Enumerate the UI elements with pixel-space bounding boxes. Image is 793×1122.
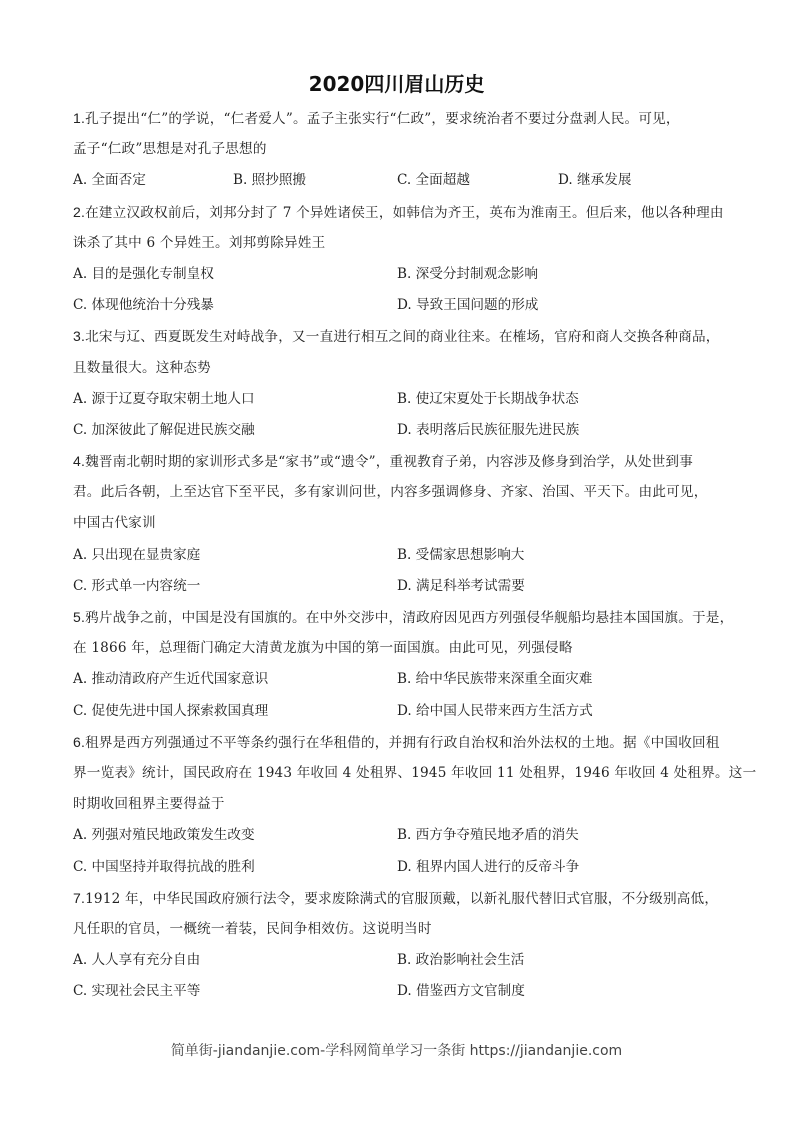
question-stem-text: 在 1866 年，总理衙门确定大清黄龙旗为中国的第一面国旗。由此可见，列强侵略 [73, 640, 573, 657]
question-number: 7. [73, 889, 86, 906]
question-stem-text: 孟子“仁政”思想是对孔子思想的 [73, 141, 267, 158]
option-b[interactable]: B. 使辽宋夏处于长期战争状态 [397, 390, 579, 407]
question-number: 3. [73, 328, 86, 345]
question-stem-text: 且数量很大。这种态势 [73, 359, 211, 376]
question-stem-text: 租界是西方列强通过不平等条约强行在华租借的，并拥有行政自治权和治外法权的土地。据《中国收回租 [85, 734, 720, 751]
question-stem-text: 魏晋南北朝时期的家训形式多是“家书”或“遗令”，重视教育子弟，内容涉及修身到治学，从处世到事 [85, 454, 694, 471]
question-stem-line [73, 883, 728, 914]
option-b[interactable]: B. 西方争夺殖民地矛盾的消失 [397, 827, 579, 844]
options-row [73, 384, 728, 415]
question-stem-text: 北宋与辽、西夏既发生对峙战争，又一直进行相互之间的商业往来。在榷场，官府和商人交换各种商品， [85, 329, 720, 346]
page-title: 2020四川眉山历史 [308, 72, 485, 96]
question-1 [73, 103, 728, 197]
options-row [73, 415, 728, 446]
question-stem-text: 时期收回租界主要得益于 [73, 796, 225, 813]
option-a[interactable]: A. 目的是强化专制皇权 [73, 265, 214, 282]
question-stem-line [73, 477, 728, 508]
question-stem-line [73, 602, 734, 633]
option-c[interactable]: C. 加深彼此了解促进民族交融 [73, 421, 255, 438]
options-row [73, 259, 728, 290]
option-b[interactable]: B. 受儒家思想影响大 [397, 546, 525, 563]
question-stem-line [73, 758, 757, 789]
option-c[interactable]: C. 实现社会民主平等 [73, 983, 201, 1000]
option-d[interactable]: D. 导致王国问题的形成 [397, 297, 539, 314]
option-c[interactable]: C. 促使先进中国人探索救国真理 [73, 702, 269, 719]
option-b[interactable]: B. 深受分封制观念影响 [397, 265, 538, 282]
question-stem-text: 诛杀了其中 6 个异姓王。刘邦剪除异姓王 [73, 234, 326, 251]
option-c[interactable]: C. 体现他统治十分残暴 [73, 297, 214, 314]
option-a[interactable]: A. 全面否定 [73, 172, 146, 189]
question-3 [73, 321, 728, 446]
question-stem-text: 君。此后各朝，上至达官下至平民，多有家训问世，内容多强调修身、齐家、治国、平天下。由此可见， [73, 484, 708, 501]
question-stem-line [73, 197, 728, 228]
option-a[interactable]: A. 推动清政府产生近代国家意识 [73, 671, 269, 688]
options-row [73, 945, 728, 976]
option-a[interactable]: A. 人人享有充分自由 [73, 952, 201, 969]
question-stem-text: 鸦片战争之前，中国是没有国旗的。在中外交涉中，清政府因见西方列强侵华舰船均悬挂本国国旗。于是， [85, 610, 734, 626]
option-c[interactable]: C. 全面超越 [397, 172, 470, 189]
question-stem-line [73, 727, 728, 758]
question-stem-text: 在建立汉政权前后，刘邦分封了 7 个异姓诸侯王，如韩信为齐王，英布为淮南王。但后来，他以各种理由 [85, 204, 724, 221]
question-stem-line [73, 228, 728, 259]
option-d[interactable]: D. 满足科举考试需要 [397, 577, 525, 594]
option-d[interactable]: D. 继承发展 [558, 172, 632, 189]
question-list [73, 103, 757, 1007]
option-b[interactable]: B. 政治影响社会生活 [397, 952, 525, 969]
question-stem-text: 中国古代家训 [73, 515, 156, 532]
options-row [73, 696, 728, 727]
options-row [73, 664, 728, 695]
question-stem-line [73, 914, 728, 945]
option-c[interactable]: C. 形式单一内容统一 [73, 577, 201, 594]
question-stem-line [73, 103, 728, 134]
question-number: 1. [73, 110, 86, 126]
question-2 [73, 197, 728, 322]
question-stem-line [73, 353, 728, 384]
question-number: 2. [73, 203, 86, 220]
option-d[interactable]: D. 租界内国人进行的反帝斗争 [397, 858, 580, 875]
question-stem-text: 孔子提出“仁”的学说，“仁者爱人”。孟子主张实行“仁政”，要求统治者不要过分盘剥人民。可见， [85, 111, 680, 127]
option-a[interactable]: A. 列强对殖民地政策发生改变 [73, 827, 255, 844]
question-stem-line [73, 446, 728, 477]
option-a[interactable]: A. 只出现在显贵家庭 [73, 546, 201, 563]
question-number: 5. [73, 609, 86, 625]
option-d[interactable]: D. 给中国人民带来西方生活方式 [397, 702, 593, 719]
question-number: 4. [73, 453, 86, 470]
question-5 [73, 602, 734, 727]
options-row [73, 540, 728, 571]
option-c[interactable]: C. 中国坚持并取得抗战的胜利 [73, 858, 255, 875]
question-stem-line [73, 321, 728, 352]
option-a[interactable]: A. 源于辽夏夺取宋朝土地人口 [73, 390, 255, 407]
options-row [73, 165, 728, 196]
footer-watermark: 简单街-jiandanjie.com-学科网简单学习一条街 https://jiandanjie.com [170, 1043, 623, 1059]
question-stem-line [73, 508, 728, 539]
options-row [73, 976, 728, 1007]
question-stem-text: 1912 年，中华民国政府颁行法令，要求废除满式的官服顶戴，以新礼服代替旧式官服，不分级别高低， [85, 890, 719, 907]
options-row [73, 820, 728, 851]
question-stem-line [73, 134, 728, 165]
options-row [73, 571, 728, 602]
options-row [73, 290, 728, 321]
option-d[interactable]: D. 借鉴西方文官制度 [397, 983, 525, 1000]
option-b[interactable]: B. 给中华民族带来深重全面灾难 [397, 671, 593, 688]
question-6 [73, 727, 757, 883]
question-stem-text: 界一览表》统计，国民政府在 1943 年收回 4 处租界、1945 年收回 11 处租界，1946 年收回 4 处租界。这一 [73, 764, 757, 781]
question-4 [73, 446, 728, 602]
question-7 [73, 883, 728, 1008]
question-stem-text: 凡任职的官员，一概统一着装，民间争相效仿。这说明当时 [73, 920, 432, 937]
question-stem-line [73, 633, 728, 664]
option-b[interactable]: B. 照抄照搬 [233, 172, 307, 189]
question-stem-line [73, 789, 728, 820]
options-row [73, 852, 728, 883]
question-number: 6. [73, 733, 86, 750]
option-d[interactable]: D. 表明落后民族征服先进民族 [397, 421, 580, 438]
